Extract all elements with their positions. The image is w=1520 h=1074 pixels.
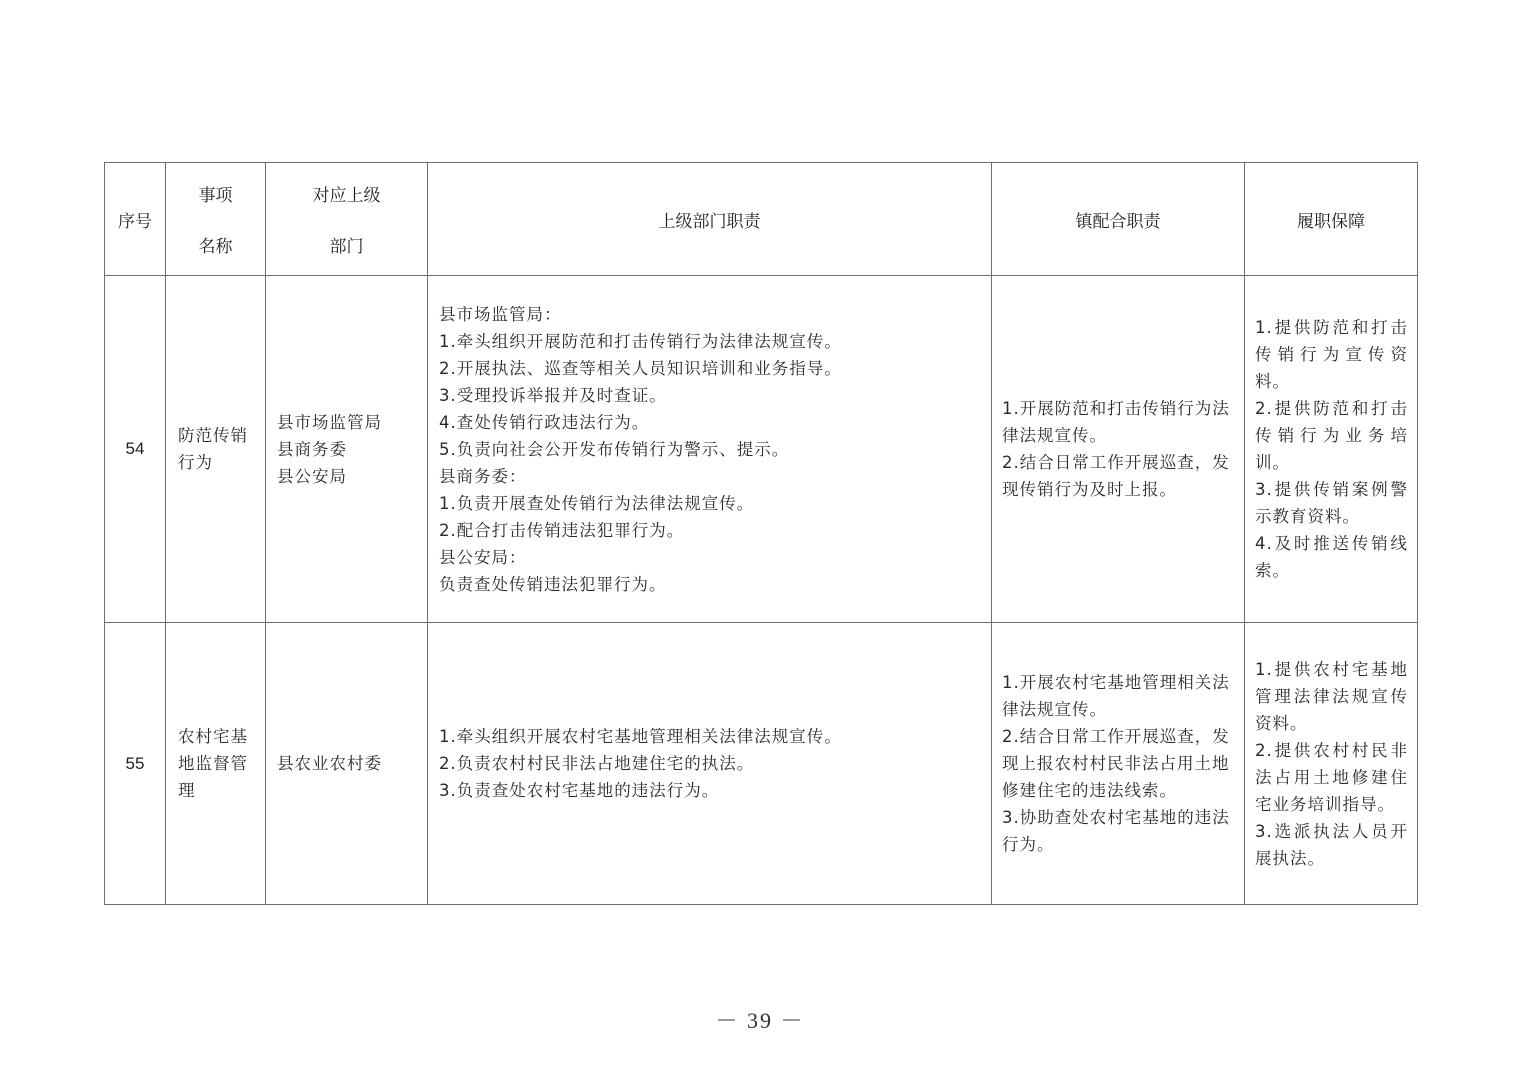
town-duty-item: 3.协助查处农村宅基地的违法行为。 [1002, 808, 1230, 854]
duty-line: 负责查处传销违法犯罪行为。 [439, 574, 667, 594]
header-superior-dept [266, 163, 428, 276]
town-duty-item: 1.开展防范和打击传销行为法律法规宣传。 [1002, 399, 1230, 445]
duty-table [104, 162, 1418, 905]
item-name-text: 农村宅基地监督管理 [178, 727, 248, 800]
guarantee-item: 2.提供防范和打击传销行为业务培训。 [1255, 399, 1408, 472]
guarantee-item: 4.及时推送传销线索。 [1255, 534, 1408, 580]
duty-line: 2.负责农村村民非法占地建住宅的执法。 [439, 754, 755, 773]
duty-line: 县公安局： [439, 547, 527, 567]
duty-line: 县商务委： [439, 466, 527, 486]
row-guarantees [1245, 623, 1418, 905]
row-superior-depts [266, 276, 428, 623]
duty-line: 2.配合打击传销违法犯罪行为。 [439, 520, 685, 540]
duty-line: 3.受理投诉举报并及时查证。 [439, 385, 667, 405]
duty-line: 4.查处传销行政违法行为。 [439, 412, 650, 432]
row-superior-depts [266, 623, 428, 905]
guarantee-item: 3.选派执法人员开展执法。 [1255, 821, 1408, 868]
duty-line: 2.开展执法、巡查等相关人员知识培训和业务指导。 [439, 358, 842, 378]
row-item-name [166, 623, 266, 905]
page-number: － 39 － [715, 1008, 805, 1033]
duty-line: 1.牵头组织开展农村宅基地管理相关法律法规宣传。 [439, 727, 842, 746]
table-header-row [105, 163, 1418, 276]
table-row [105, 276, 1418, 623]
row-town-duties [992, 276, 1245, 623]
town-duty-item: 2.结合日常工作开展巡查，发现传销行为及时上报。 [1002, 453, 1230, 499]
item-name-text: 防范传销行为 [178, 426, 248, 472]
town-duty-item: 2.结合日常工作开展巡查，发现上报农村村民非法占用土地修建住宅的违法线索。 [1002, 727, 1230, 800]
row-seq: 54 [105, 276, 166, 623]
row-item-name [166, 276, 266, 623]
duty-line: 3.负责查处农村宅基地的违法行为。 [439, 781, 720, 800]
header-town-duty: 镇配合职责 [992, 163, 1245, 276]
guarantee-item: 1.提供农村宅基地管理法律法规宣传资料。 [1255, 659, 1408, 733]
dept-name: 县农业农村委 [277, 754, 382, 773]
duty-line: 县市场监管局： [439, 304, 562, 324]
guarantee-item: 3.提供传销案例警示教育资料。 [1255, 480, 1408, 526]
row-superior-duties [428, 276, 992, 623]
duty-line: 1.牵头组织开展防范和打击传销行为法律法规宣传。 [439, 331, 842, 351]
row-seq: 55 [105, 623, 166, 905]
header-superior-dept-line1: 对应上级 [312, 186, 381, 206]
table-row [105, 623, 1418, 905]
row-guarantees [1245, 276, 1418, 623]
dept-name: 县公安局 [277, 466, 347, 486]
header-item-name-line2: 名称 [198, 237, 233, 257]
row-town-duties [992, 623, 1245, 905]
header-seq: 序号 [105, 163, 166, 276]
header-superior-dept-line2: 部门 [329, 237, 364, 257]
row-superior-duties [428, 623, 992, 905]
guarantee-item: 2.提供农村村民非法占用土地修建住宅业务培训指导。 [1255, 740, 1408, 814]
dept-name: 县市场监管局 [277, 412, 382, 432]
header-guarantee: 履职保障 [1245, 163, 1418, 276]
header-item-name [166, 163, 266, 276]
duty-line: 1.负责开展查处传销行为法律法规宣传。 [439, 493, 755, 513]
duty-line: 5.负责向社会公开发布传销行为警示、提示。 [439, 439, 790, 459]
header-superior-duty: 上级部门职责 [428, 163, 992, 276]
header-item-name-line1: 事项 [198, 186, 233, 206]
town-duty-item: 1.开展农村宅基地管理相关法律法规宣传。 [1002, 673, 1230, 719]
guarantee-item: 1.提供防范和打击传销行为宣传资料。 [1255, 318, 1408, 391]
dept-name: 县商务委 [277, 439, 347, 459]
